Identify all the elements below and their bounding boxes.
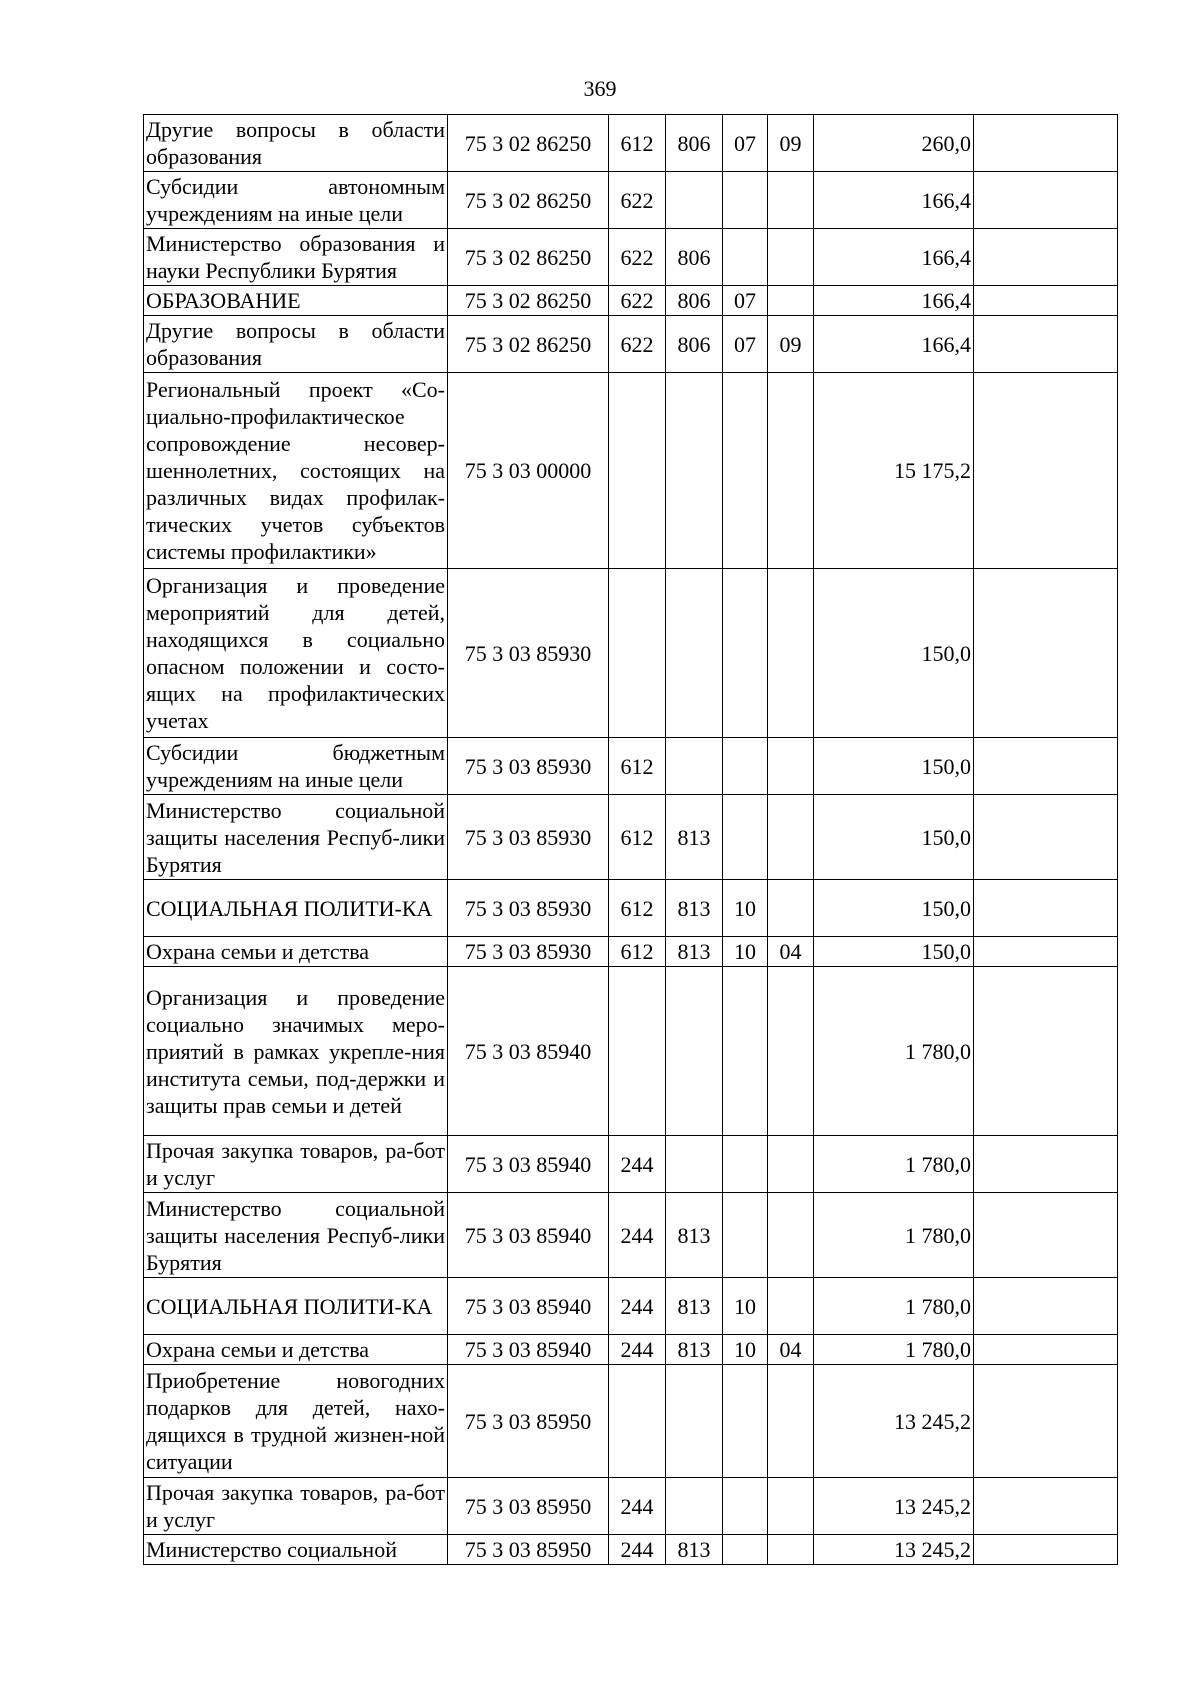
row-name: Приобретение новогодних подарков для детей, нахо-дящихся в трудной жизнен-ной ситуации	[144, 1365, 448, 1478]
row-target-code: 75 3 03 85940	[448, 1193, 609, 1278]
row-administrator	[666, 967, 723, 1136]
row-administrator	[666, 738, 723, 795]
table-row	[144, 1365, 1118, 1478]
row-administrator: 813	[666, 1535, 723, 1565]
row-expense-type	[609, 1365, 666, 1478]
row-name: Министерство социальной защиты населения Респуб-лики Бурятия	[144, 1193, 448, 1278]
row-expense-type: 612	[609, 880, 666, 937]
row-target-code: 75 3 03 85940	[448, 1335, 609, 1365]
row-section: 07	[723, 115, 768, 172]
row-target-code: 75 3 02 86250	[448, 229, 609, 286]
row-expense-type: 612	[609, 795, 666, 880]
row-amount: 166,4	[814, 316, 974, 373]
row-administrator: 806	[666, 316, 723, 373]
row-extra	[974, 1193, 1118, 1278]
row-administrator	[666, 569, 723, 738]
table-row	[144, 1535, 1118, 1565]
row-target-code: 75 3 03 85940	[448, 1278, 609, 1335]
row-expense-type: 622	[609, 172, 666, 229]
row-subsection: 04	[768, 1335, 814, 1365]
row-amount: 150,0	[814, 880, 974, 937]
row-name: Организация и проведение социально значимых меро-приятий в рамках укрепле-ния института семьи, под-держки и защиты прав семьи и детей	[144, 967, 448, 1136]
table-row	[144, 1136, 1118, 1193]
row-name: Министерство образования и науки Республики Бурятия	[144, 229, 448, 286]
row-expense-type: 244	[609, 1193, 666, 1278]
row-expense-type: 612	[609, 115, 666, 172]
row-amount: 1 780,0	[814, 1193, 974, 1278]
table-row	[144, 1478, 1118, 1535]
table-row	[144, 1335, 1118, 1365]
row-target-code: 75 3 02 86250	[448, 286, 609, 316]
row-target-code: 75 3 03 85930	[448, 569, 609, 738]
row-name: Другие вопросы в области образования	[144, 115, 448, 172]
row-expense-type: 244	[609, 1335, 666, 1365]
table-row	[144, 937, 1118, 967]
row-subsection	[768, 1136, 814, 1193]
row-amount: 1 780,0	[814, 1278, 974, 1335]
row-administrator: 806	[666, 286, 723, 316]
budget-table	[143, 114, 1118, 1565]
row-extra	[974, 373, 1118, 569]
row-administrator	[666, 1365, 723, 1478]
table-row	[144, 880, 1118, 937]
row-extra	[974, 937, 1118, 967]
row-expense-type: 622	[609, 286, 666, 316]
row-expense-type: 622	[609, 229, 666, 286]
page-number: 369	[583, 76, 617, 101]
row-extra	[974, 1278, 1118, 1335]
row-section: 07	[723, 316, 768, 373]
row-target-code: 75 3 02 86250	[448, 115, 609, 172]
row-target-code: 75 3 03 85940	[448, 1136, 609, 1193]
row-administrator: 813	[666, 880, 723, 937]
row-section	[723, 795, 768, 880]
row-name: Другие вопросы в области образования	[144, 316, 448, 373]
row-subsection	[768, 880, 814, 937]
row-subsection	[768, 1478, 814, 1535]
table-row	[144, 795, 1118, 880]
row-subsection	[768, 1365, 814, 1478]
table-row	[144, 1278, 1118, 1335]
table-row	[144, 1193, 1118, 1278]
row-amount: 150,0	[814, 738, 974, 795]
row-amount: 15 175,2	[814, 373, 974, 569]
table-row	[144, 569, 1118, 738]
row-amount: 150,0	[814, 569, 974, 738]
row-name: Прочая закупка товаров, ра-бот и услуг	[144, 1136, 448, 1193]
row-amount: 13 245,2	[814, 1365, 974, 1478]
row-administrator: 813	[666, 1335, 723, 1365]
table-row	[144, 316, 1118, 373]
row-subsection	[768, 795, 814, 880]
row-section	[723, 1478, 768, 1535]
row-amount: 13 245,2	[814, 1535, 974, 1565]
row-extra	[974, 115, 1118, 172]
row-section	[723, 172, 768, 229]
row-expense-type: 244	[609, 1136, 666, 1193]
table-row	[144, 967, 1118, 1136]
row-extra	[974, 880, 1118, 937]
row-subsection	[768, 1278, 814, 1335]
row-subsection	[768, 569, 814, 738]
row-amount: 1 780,0	[814, 1335, 974, 1365]
row-target-code: 75 3 03 85950	[448, 1535, 609, 1565]
row-administrator	[666, 1136, 723, 1193]
table-row	[144, 115, 1118, 172]
row-expense-type: 244	[609, 1478, 666, 1535]
row-subsection	[768, 373, 814, 569]
row-expense-type: 612	[609, 937, 666, 967]
row-section	[723, 1535, 768, 1565]
row-section	[723, 229, 768, 286]
row-subsection	[768, 286, 814, 316]
row-extra	[974, 316, 1118, 373]
row-subsection	[768, 229, 814, 286]
row-section	[723, 1193, 768, 1278]
row-target-code: 75 3 03 00000	[448, 373, 609, 569]
row-target-code: 75 3 03 85930	[448, 880, 609, 937]
row-extra	[974, 1535, 1118, 1565]
row-name: Организация и проведение мероприятий для детей, находящихся в социально опасном положении и состо-ящих на профилактических учетах	[144, 569, 448, 738]
row-amount: 166,4	[814, 229, 974, 286]
row-section: 07	[723, 286, 768, 316]
row-name: Прочая закупка товаров, ра-бот и услуг	[144, 1478, 448, 1535]
row-section: 10	[723, 937, 768, 967]
row-extra	[974, 1365, 1118, 1478]
table-row	[144, 229, 1118, 286]
row-expense-type	[609, 569, 666, 738]
row-target-code: 75 3 02 86250	[448, 316, 609, 373]
row-administrator	[666, 373, 723, 569]
row-extra	[974, 229, 1118, 286]
row-administrator: 806	[666, 115, 723, 172]
row-expense-type: 244	[609, 1535, 666, 1565]
row-expense-type	[609, 967, 666, 1136]
row-administrator	[666, 172, 723, 229]
row-target-code: 75 3 03 85930	[448, 937, 609, 967]
row-administrator: 813	[666, 795, 723, 880]
row-expense-type: 622	[609, 316, 666, 373]
row-section	[723, 738, 768, 795]
row-subsection	[768, 1535, 814, 1565]
row-extra	[974, 569, 1118, 738]
row-name: Охрана семьи и детства	[144, 937, 448, 967]
row-amount: 1 780,0	[814, 1136, 974, 1193]
row-amount: 166,4	[814, 286, 974, 316]
row-amount: 1 780,0	[814, 967, 974, 1136]
row-target-code: 75 3 03 85930	[448, 738, 609, 795]
row-amount: 260,0	[814, 115, 974, 172]
row-subsection	[768, 1193, 814, 1278]
row-name: СОЦИАЛЬНАЯ ПОЛИТИ-КА	[144, 880, 448, 937]
row-extra	[974, 795, 1118, 880]
row-section: 10	[723, 1335, 768, 1365]
row-amount: 13 245,2	[814, 1478, 974, 1535]
table-row	[144, 373, 1118, 569]
row-name: Министерство социальной защиты населения Респуб-лики Бурятия	[144, 795, 448, 880]
row-subsection	[768, 738, 814, 795]
row-subsection: 04	[768, 937, 814, 967]
row-section: 10	[723, 1278, 768, 1335]
row-amount: 150,0	[814, 795, 974, 880]
row-amount: 166,4	[814, 172, 974, 229]
row-target-code: 75 3 03 85950	[448, 1365, 609, 1478]
row-name: Региональный проект «Со-циально-профилактическое сопровождение несовер-шеннолетних, состоящих на различных видах профилак-тических учетов субъектов системы профилактики»	[144, 373, 448, 569]
row-name: ОБРАЗОВАНИЕ	[144, 286, 448, 316]
table-row	[144, 172, 1118, 229]
row-section: 10	[723, 880, 768, 937]
row-extra	[974, 172, 1118, 229]
row-name: Охрана семьи и детства	[144, 1335, 448, 1365]
row-subsection	[768, 172, 814, 229]
row-name: Министерство социальной	[144, 1535, 448, 1565]
row-section	[723, 373, 768, 569]
row-administrator: 813	[666, 1193, 723, 1278]
row-section	[723, 1365, 768, 1478]
row-target-code: 75 3 03 85950	[448, 1478, 609, 1535]
row-name: Субсидии автономным учреждениям на иные цели	[144, 172, 448, 229]
row-administrator: 813	[666, 1278, 723, 1335]
row-target-code: 75 3 03 85930	[448, 795, 609, 880]
row-extra	[974, 1478, 1118, 1535]
table-row	[144, 286, 1118, 316]
row-extra	[974, 738, 1118, 795]
row-subsection: 09	[768, 316, 814, 373]
row-expense-type	[609, 373, 666, 569]
row-expense-type: 612	[609, 738, 666, 795]
row-target-code: 75 3 02 86250	[448, 172, 609, 229]
row-subsection	[768, 967, 814, 1136]
row-section	[723, 569, 768, 738]
row-section	[723, 1136, 768, 1193]
row-administrator: 813	[666, 937, 723, 967]
row-target-code: 75 3 03 85940	[448, 967, 609, 1136]
table-row	[144, 738, 1118, 795]
row-extra	[974, 1335, 1118, 1365]
row-administrator	[666, 1478, 723, 1535]
row-subsection: 09	[768, 115, 814, 172]
row-extra	[974, 1136, 1118, 1193]
row-amount: 150,0	[814, 937, 974, 967]
row-expense-type: 244	[609, 1278, 666, 1335]
row-name: СОЦИАЛЬНАЯ ПОЛИТИ-КА	[144, 1278, 448, 1335]
row-name: Субсидии бюджетным учреждениям на иные цели	[144, 738, 448, 795]
row-section	[723, 967, 768, 1136]
row-administrator: 806	[666, 229, 723, 286]
row-extra	[974, 967, 1118, 1136]
row-extra	[974, 286, 1118, 316]
